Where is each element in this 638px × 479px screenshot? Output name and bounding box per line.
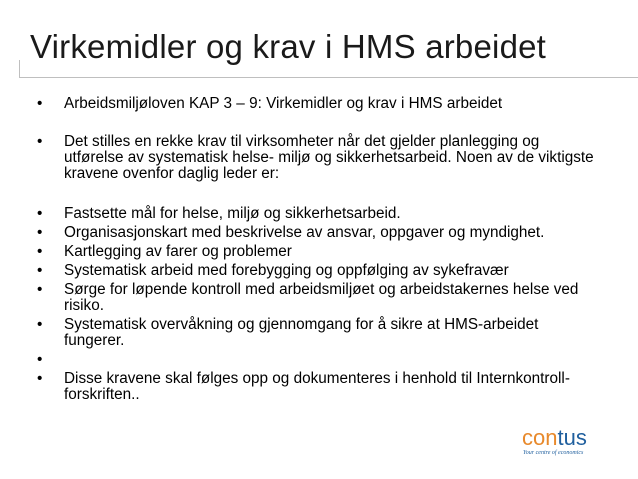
bullet-text: Arbeidsmiljøloven KAP 3 – 9: Virkemidler og krav i HMS arbeidet: [64, 95, 503, 112]
bullet-dot: •: [37, 224, 43, 241]
bullet-text: Systematisk arbeid med forebygging og oppfølging av sykefravær: [64, 262, 509, 279]
bullet-dot: •: [37, 243, 43, 260]
bullet-dot: •: [37, 262, 43, 279]
bullet-text: [64, 352, 597, 368]
title-corner-rule: [19, 60, 20, 77]
slide-title: Virkemidler og krav i HMS arbeidet: [30, 28, 547, 65]
bullet-text: Kartlegging av farer og problemer: [64, 243, 292, 260]
bullet-item: [37, 225, 597, 241]
bullet-item: [37, 96, 597, 112]
bullet-text: Fastsette mål for helse, miljø og sikkerhetsarbeid.: [64, 205, 401, 222]
bullet-item: [37, 263, 597, 279]
bullet-dot: •: [37, 205, 43, 222]
bullet-text: Det stilles en rekke krav til virksomheter når det gjelder planlegging og utførelse av systematisk helse- miljø og sikkerhetsarbeid. Noen av de viktigste kravene ovenfor daglig leder er:: [64, 133, 594, 182]
bullet-item-empty: [37, 352, 597, 368]
logo-wordmark-part-b: tus: [557, 425, 587, 450]
bullet-item: [37, 206, 597, 222]
bullet-dot: •: [37, 316, 43, 333]
bullet-item: [37, 282, 597, 314]
bullet-item: [37, 371, 597, 403]
bullet-dot: •: [37, 370, 43, 387]
logo-wordmark-part-a: con: [522, 425, 558, 450]
bullet-dot: •: [37, 95, 43, 112]
bullet-dot: •: [37, 133, 43, 150]
contus-logo: [522, 426, 602, 462]
title-underline: [19, 77, 638, 78]
logo-tagline: Your centre of economics: [523, 450, 584, 456]
logo-wordmark: [522, 426, 587, 450]
bullet-text: Systematisk overvåkning og gjennomgang for å sikre at HMS-arbeidet fungerer.: [64, 316, 539, 349]
bullet-text: Disse kravene skal følges opp og dokumenteres i henhold til Internkontroll-forskriften..: [64, 370, 570, 403]
bullet-dot: •: [37, 351, 43, 368]
bullet-item: [37, 134, 597, 182]
bullet-dot: •: [37, 281, 43, 298]
bullet-item: [37, 317, 597, 349]
bullet-text: Sørge for løpende kontroll med arbeidsmiljøet og arbeidstakernes helse ved risiko.: [64, 281, 579, 314]
bullet-list: [37, 96, 597, 403]
bullet-text: Organisasjonskart med beskrivelse av ansvar, oppgaver og myndighet.: [64, 224, 545, 241]
bullet-item: [37, 244, 597, 260]
